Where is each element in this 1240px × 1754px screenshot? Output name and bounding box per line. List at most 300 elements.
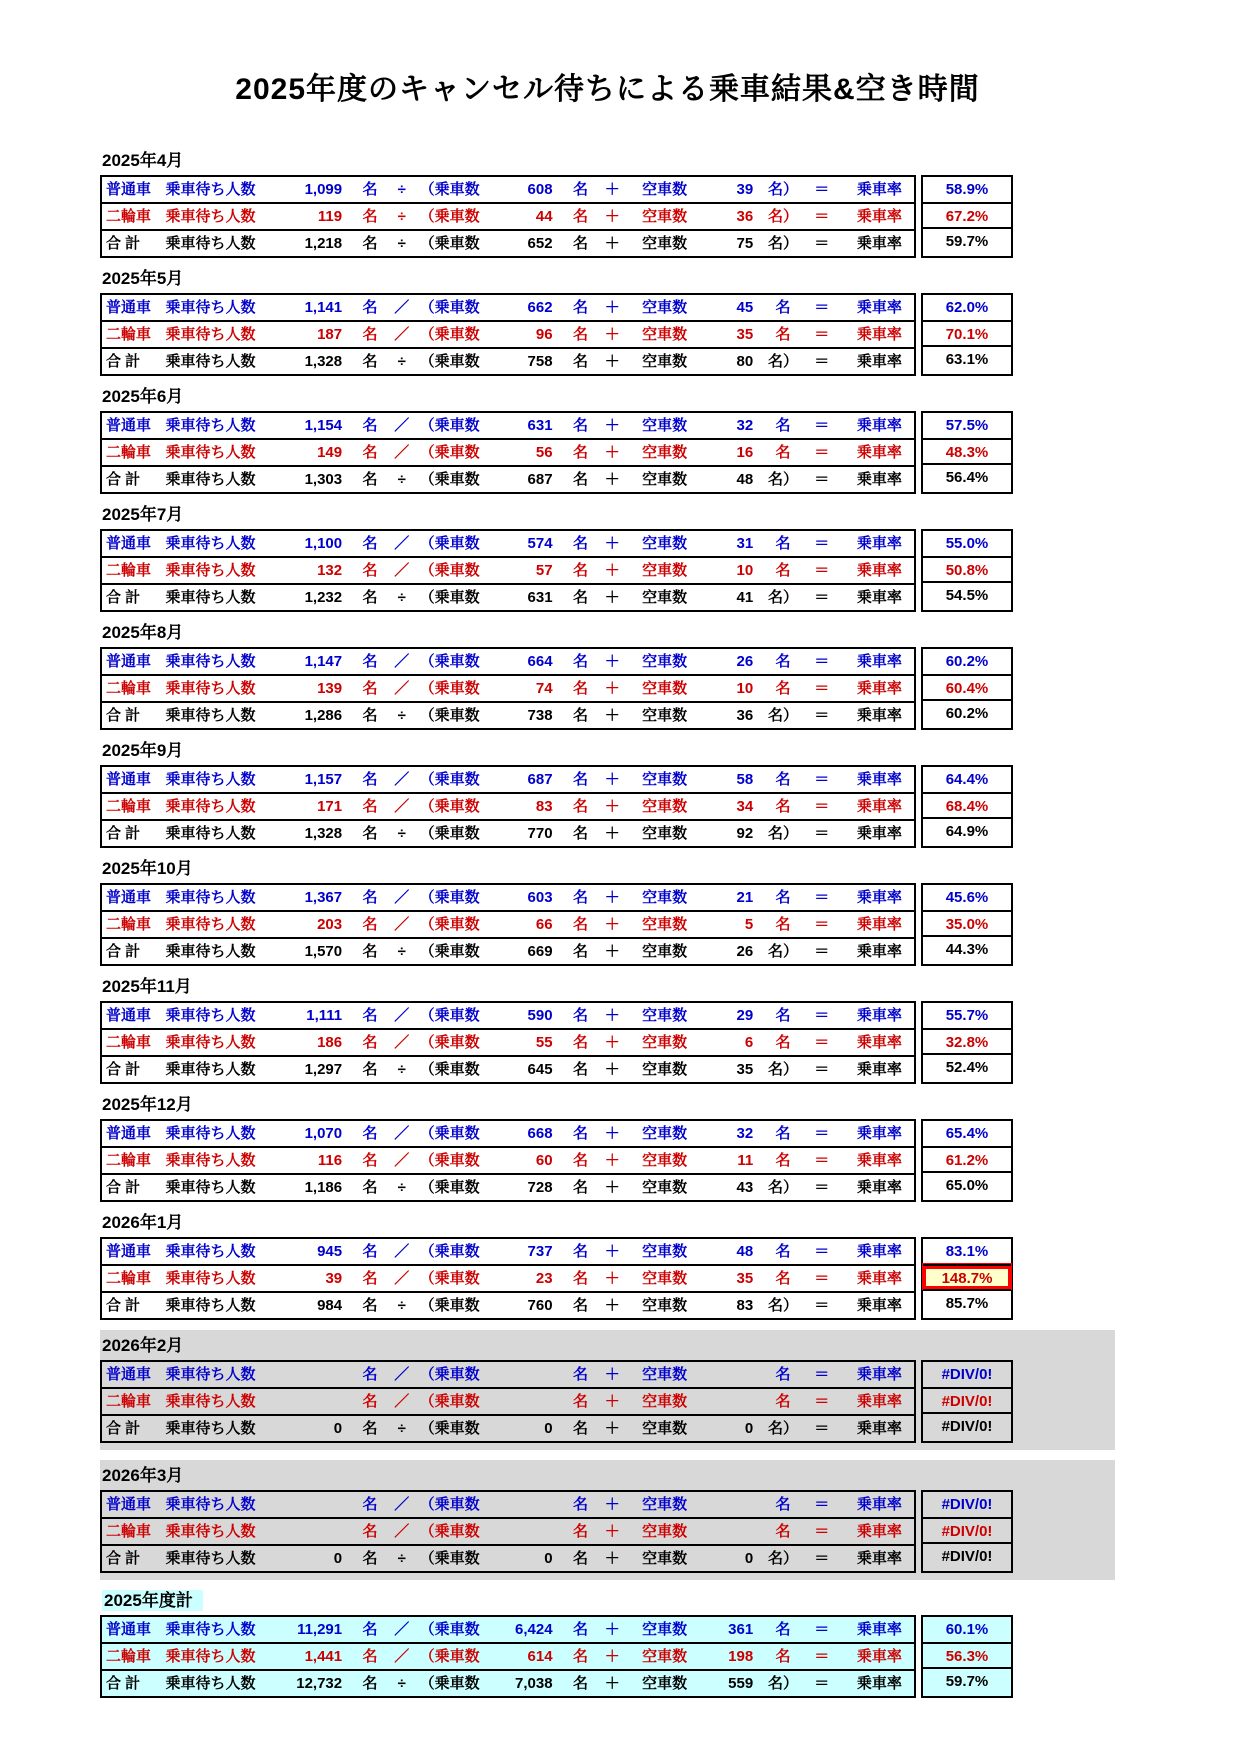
vehicle-type-label: 二輪車 [106, 208, 152, 225]
vacant-count-value: 21 [736, 889, 754, 906]
unit-mei: 名 [362, 1550, 378, 1567]
equals-operator: ＝ [814, 589, 830, 606]
plus-operator: ＋ [604, 798, 620, 815]
equals-operator: ＝ [814, 1297, 830, 1314]
divide-operator: ÷ [397, 1179, 406, 1196]
boarding-count-value: 652 [527, 235, 553, 252]
waiting-count-value: 1,147 [304, 653, 343, 670]
plus-operator: ＋ [604, 326, 620, 343]
vacant-count-label: 空車数 [642, 707, 688, 724]
boarding-rate-label: 乗車率 [856, 589, 902, 606]
vacant-count-value: 92 [736, 825, 754, 842]
boarding-count-value: 631 [527, 589, 553, 606]
boarding-count-value: 760 [527, 1297, 553, 1314]
vehicle-type-label: 合 計 [106, 707, 141, 724]
unit-mei: 名 [362, 1648, 378, 1665]
table-row [102, 1239, 914, 1264]
unit-mei: 名 [362, 589, 378, 606]
equals-operator: ＝ [814, 535, 830, 552]
plus-operator: ＋ [604, 916, 620, 933]
unit-mei: 名 [572, 1297, 588, 1314]
vacant-count-value: 0 [744, 1550, 754, 1567]
table-row [102, 1264, 914, 1291]
waiting-count-label: 乗車待ち人数 [165, 889, 256, 906]
unit-mei-close-paren: 名 [775, 1007, 791, 1024]
vehicle-type-label: 合 計 [106, 471, 141, 488]
table-row [102, 1003, 914, 1028]
boarding-rate-label: 乗車率 [856, 535, 902, 552]
month-section [100, 1460, 1115, 1580]
vacant-count-value: 29 [736, 1007, 754, 1024]
unit-mei: 名 [572, 1621, 588, 1638]
boarding-count-label: （乗車数 [419, 1007, 480, 1024]
unit-mei: 名 [362, 707, 378, 724]
vacant-count-value: 31 [736, 535, 754, 552]
table-row [102, 202, 914, 229]
waiting-count-value: 1,218 [304, 235, 343, 252]
divide-operator: ／ [394, 653, 410, 670]
unit-mei: 名 [572, 916, 588, 933]
unit-mei-close-paren: 名） [768, 1179, 799, 1196]
boarding-rate-value: 62.0% [945, 299, 989, 316]
boarding-count-value: 23 [535, 1270, 553, 1287]
boarding-rate-value: 35.0% [923, 910, 1011, 935]
unit-mei-close-paren: 名 [775, 1125, 791, 1142]
divide-operator: ／ [394, 1125, 410, 1142]
month-table [100, 529, 1115, 612]
vehicle-type-label: 二輪車 [106, 1034, 152, 1051]
boarding-rate-label: 乗車率 [856, 1125, 902, 1142]
table-row [102, 1617, 914, 1642]
table-rate-column [921, 647, 1013, 730]
table-main [100, 411, 916, 494]
boarding-rate-value: 32.8% [923, 1028, 1011, 1053]
vehicle-type-label: 普通車 [106, 535, 152, 552]
unit-mei-close-paren: 名 [775, 1523, 791, 1540]
unit-mei-close-paren: 名） [768, 1675, 799, 1692]
month-section [100, 1094, 1115, 1202]
vacant-count-label: 空車数 [642, 235, 688, 252]
unit-mei: 名 [572, 943, 588, 960]
boarding-rate-label: 乗車率 [856, 471, 902, 488]
vehicle-type-label: 普通車 [106, 1125, 152, 1142]
vacant-count-label: 空車数 [642, 1393, 688, 1410]
waiting-count-value: 1,328 [304, 825, 343, 842]
waiting-count-value: 1,141 [304, 299, 343, 316]
table-rate-column [921, 1615, 1013, 1698]
boarding-count-label: （乗車数 [419, 1297, 480, 1314]
table-rate-column [921, 1360, 1013, 1443]
divide-operator: ／ [394, 1648, 410, 1665]
vacant-count-value: 35 [736, 1061, 754, 1078]
unit-mei-close-paren: 名） [768, 235, 799, 252]
boarding-rate-label: 乗車率 [856, 1523, 902, 1540]
boarding-rate-value: 70.1% [923, 320, 1011, 345]
divide-operator: ÷ [397, 825, 406, 842]
divide-operator: ／ [394, 1034, 410, 1051]
unit-mei: 名 [572, 589, 588, 606]
month-section [100, 504, 1115, 612]
unit-mei: 名 [572, 1523, 588, 1540]
waiting-count-label: 乗車待ち人数 [165, 771, 256, 788]
boarding-rate-label: 乗車率 [856, 1270, 902, 1287]
unit-mei: 名 [572, 771, 588, 788]
unit-mei-close-paren: 名 [775, 1270, 791, 1287]
vehicle-type-label: 合 計 [106, 825, 141, 842]
table-row [102, 413, 914, 438]
vacant-count-label: 空車数 [642, 208, 688, 225]
boarding-count-value: 738 [527, 707, 553, 724]
month-label: 2025年6月 [102, 387, 184, 406]
vacant-count-value: 80 [736, 353, 754, 370]
vehicle-type-label: 合 計 [106, 353, 141, 370]
boarding-rate-label: 乗車率 [856, 943, 902, 960]
table-row [102, 1492, 914, 1517]
plus-operator: ＋ [604, 1366, 620, 1383]
vacant-count-label: 空車数 [642, 471, 688, 488]
divide-operator: ÷ [397, 1675, 406, 1692]
vehicle-type-label: 普通車 [106, 1007, 152, 1024]
unit-mei: 名 [362, 326, 378, 343]
waiting-count-label: 乗車待ち人数 [165, 562, 256, 579]
unit-mei-close-paren: 名 [775, 326, 791, 343]
vehicle-type-label: 二輪車 [106, 1270, 152, 1287]
boarding-count-value: 44 [535, 208, 553, 225]
equals-operator: ＝ [814, 299, 830, 316]
vehicle-type-label: 合 計 [106, 1297, 141, 1314]
waiting-count-value: 171 [317, 798, 343, 815]
vacant-count-label: 空車数 [642, 771, 688, 788]
vacant-count-label: 空車数 [642, 889, 688, 906]
boarding-rate-label: 乗車率 [856, 1297, 902, 1314]
boarding-count-label: （乗車数 [419, 680, 480, 697]
vehicle-type-label: 普通車 [106, 771, 152, 788]
waiting-count-label: 乗車待ち人数 [165, 1152, 256, 1169]
table-row [102, 320, 914, 347]
unit-mei: 名 [362, 1061, 378, 1078]
vacant-count-value: 198 [728, 1648, 754, 1665]
table-row [102, 885, 914, 910]
boarding-rate-value: 63.1% [923, 345, 1011, 370]
boarding-rate-value: 64.9% [923, 817, 1011, 842]
waiting-count-label: 乗車待ち人数 [165, 235, 256, 252]
waiting-count-value: 132 [317, 562, 343, 579]
equals-operator: ＝ [814, 417, 830, 434]
month-label: 2025年11月 [102, 977, 192, 996]
unit-mei-close-paren: 名 [775, 535, 791, 552]
table-row [102, 1173, 914, 1200]
month-section [100, 150, 1115, 258]
waiting-count-label: 乗車待ち人数 [165, 1007, 256, 1024]
plus-operator: ＋ [604, 1297, 620, 1314]
plus-operator: ＋ [604, 535, 620, 552]
vacant-count-value: 361 [728, 1621, 754, 1638]
month-table [100, 647, 1115, 730]
equals-operator: ＝ [814, 1007, 830, 1024]
divide-operator: ÷ [397, 353, 406, 370]
unit-mei: 名 [572, 562, 588, 579]
boarding-count-label: （乗車数 [419, 589, 480, 606]
divide-operator: ／ [394, 444, 410, 461]
waiting-count-value: 149 [317, 444, 343, 461]
divide-operator: ÷ [397, 707, 406, 724]
boarding-rate-label: 乗車率 [856, 353, 902, 370]
boarding-count-value: 590 [527, 1007, 553, 1024]
boarding-count-value: 74 [535, 680, 553, 697]
table-row [102, 1028, 914, 1055]
unit-mei-close-paren: 名） [768, 1061, 799, 1078]
equals-operator: ＝ [814, 1034, 830, 1051]
equals-operator: ＝ [814, 943, 830, 960]
equals-operator: ＝ [814, 707, 830, 724]
equals-operator: ＝ [814, 771, 830, 788]
vacant-count-label: 空車数 [642, 444, 688, 461]
divide-operator: ÷ [397, 589, 406, 606]
table-rate-column [921, 1490, 1013, 1573]
boarding-count-value: 6,424 [515, 1621, 553, 1638]
vehicle-type-label: 普通車 [106, 181, 152, 198]
unit-mei: 名 [572, 326, 588, 343]
boarding-rate-value: 55.0% [945, 535, 989, 552]
plus-operator: ＋ [604, 825, 620, 842]
boarding-count-value: 0 [544, 1420, 553, 1437]
equals-operator: ＝ [814, 181, 830, 198]
waiting-count-label: 乗車待ち人数 [165, 1243, 256, 1260]
vacant-count-value: 41 [736, 589, 754, 606]
unit-mei-close-paren: 名 [775, 1648, 791, 1665]
vehicle-type-label: 普通車 [106, 1366, 152, 1383]
unit-mei: 名 [572, 535, 588, 552]
waiting-count-value: 1,157 [304, 771, 343, 788]
unit-mei-close-paren: 名 [775, 771, 791, 788]
unit-mei-close-paren: 名） [768, 1420, 799, 1437]
divide-operator: ／ [394, 1496, 410, 1513]
unit-mei: 名 [572, 299, 588, 316]
table-row [102, 1669, 914, 1696]
table-row [102, 1642, 914, 1669]
plus-operator: ＋ [604, 1523, 620, 1540]
table-rate-column [921, 411, 1013, 494]
boarding-count-label: （乗車数 [419, 1550, 480, 1567]
plus-operator: ＋ [604, 562, 620, 579]
waiting-count-label: 乗車待ち人数 [165, 1648, 256, 1665]
unit-mei: 名 [362, 208, 378, 225]
unit-mei: 名 [572, 1152, 588, 1169]
unit-mei: 名 [572, 1393, 588, 1410]
unit-mei: 名 [362, 562, 378, 579]
unit-mei: 名 [362, 235, 378, 252]
vacant-count-label: 空車数 [642, 535, 688, 552]
divide-operator: ／ [394, 326, 410, 343]
waiting-count-value: 0 [333, 1420, 343, 1437]
unit-mei: 名 [572, 1125, 588, 1142]
vacant-count-label: 空車数 [642, 680, 688, 697]
plus-operator: ＋ [604, 707, 620, 724]
month-table [100, 293, 1115, 376]
waiting-count-label: 乗車待ち人数 [165, 1675, 256, 1692]
page-title: 2025年度のキャンセル待ちによる乗車結果&空き時間 [235, 73, 980, 106]
vacant-count-label: 空車数 [642, 1007, 688, 1024]
unit-mei: 名 [572, 1007, 588, 1024]
boarding-count-value: 96 [535, 326, 553, 343]
plus-operator: ＋ [604, 1152, 620, 1169]
month-label: 2025年9月 [102, 741, 184, 760]
equals-operator: ＝ [814, 889, 830, 906]
equals-operator: ＝ [814, 444, 830, 461]
unit-mei: 名 [362, 1496, 378, 1513]
vehicle-type-label: 普通車 [106, 417, 152, 434]
waiting-count-value: 1,070 [304, 1125, 343, 1142]
vacant-count-value: 43 [736, 1179, 754, 1196]
boarding-rate-value: 57.5% [945, 417, 989, 434]
boarding-count-value: 687 [527, 771, 553, 788]
unit-mei: 名 [362, 653, 378, 670]
table-row [102, 1121, 914, 1146]
vehicle-type-label: 合 計 [106, 1061, 141, 1078]
boarding-rate-value: 55.7% [945, 1007, 989, 1024]
vacant-count-value: 10 [736, 562, 754, 579]
unit-mei: 名 [362, 535, 378, 552]
vacant-count-label: 空車数 [642, 1152, 688, 1169]
divide-operator: ／ [394, 1621, 410, 1638]
table-row [102, 583, 914, 610]
vacant-count-label: 空車数 [642, 1061, 688, 1078]
vacant-count-label: 空車数 [642, 1297, 688, 1314]
waiting-count-value: 139 [317, 680, 343, 697]
plus-operator: ＋ [604, 208, 620, 225]
unit-mei-close-paren: 名 [775, 1393, 791, 1410]
unit-mei-close-paren: 名 [775, 798, 791, 815]
boarding-count-value: 669 [527, 943, 553, 960]
unit-mei-close-paren: 名 [775, 299, 791, 316]
equals-operator: ＝ [814, 798, 830, 815]
unit-mei: 名 [362, 471, 378, 488]
boarding-count-value: 687 [527, 471, 553, 488]
boarding-rate-label: 乗車率 [856, 680, 902, 697]
unit-mei: 名 [362, 1523, 378, 1540]
table-main [100, 1360, 916, 1443]
unit-mei: 名 [362, 1393, 378, 1410]
unit-mei-close-paren: 名 [775, 1496, 791, 1513]
divide-operator: ／ [394, 916, 410, 933]
waiting-count-label: 乗車待ち人数 [165, 208, 256, 225]
unit-mei: 名 [572, 1675, 588, 1692]
unit-mei: 名 [572, 1420, 588, 1437]
month-label: 2025年8月 [102, 623, 184, 642]
plus-operator: ＋ [604, 299, 620, 316]
boarding-count-label: （乗車数 [419, 1420, 480, 1437]
boarding-rate-label: 乗車率 [856, 1061, 902, 1078]
vacant-count-label: 空車数 [642, 326, 688, 343]
boarding-rate-value: 48.3% [923, 438, 1011, 463]
month-table [100, 1360, 1115, 1443]
vacant-count-label: 空車数 [642, 1366, 688, 1383]
plus-operator: ＋ [604, 353, 620, 370]
boarding-rate-value: 44.3% [923, 935, 1011, 960]
unit-mei: 名 [572, 1034, 588, 1051]
boarding-count-value: 662 [527, 299, 553, 316]
equals-operator: ＝ [814, 1496, 830, 1513]
divide-operator: ÷ [397, 943, 406, 960]
waiting-count-label: 乗車待ち人数 [165, 653, 256, 670]
unit-mei: 名 [362, 825, 378, 842]
waiting-count-label: 乗車待ち人数 [165, 707, 256, 724]
boarding-rate-label: 乗車率 [856, 562, 902, 579]
vacant-count-value: 48 [736, 1243, 754, 1260]
vehicle-type-label: 普通車 [106, 1496, 152, 1513]
waiting-count-label: 乗車待ち人数 [165, 943, 256, 960]
month-section [100, 740, 1115, 848]
waiting-count-label: 乗車待ち人数 [165, 444, 256, 461]
vacant-count-value: 11 [737, 1152, 754, 1169]
boarding-count-label: （乗車数 [419, 417, 480, 434]
table-rate-column [921, 293, 1013, 376]
vacant-count-label: 空車数 [642, 353, 688, 370]
unit-mei: 名 [362, 1243, 378, 1260]
unit-mei: 名 [572, 444, 588, 461]
unit-mei: 名 [362, 771, 378, 788]
plus-operator: ＋ [604, 1061, 620, 1078]
vacant-count-label: 空車数 [642, 1523, 688, 1540]
boarding-count-value: 614 [527, 1648, 553, 1665]
boarding-rate-value: 56.4% [923, 463, 1011, 488]
plus-operator: ＋ [604, 1675, 620, 1692]
table-rate-column [921, 1001, 1013, 1084]
table-rate-column [921, 765, 1013, 848]
divide-operator: ／ [394, 680, 410, 697]
boarding-rate-label: 乗車率 [856, 889, 902, 906]
plus-operator: ＋ [604, 1007, 620, 1024]
table-row [102, 767, 914, 792]
equals-operator: ＝ [814, 1550, 830, 1567]
divide-operator: ／ [394, 1393, 410, 1410]
month-section [100, 386, 1115, 494]
equals-operator: ＝ [814, 1675, 830, 1692]
unit-mei: 名 [572, 1270, 588, 1287]
divide-operator: ÷ [397, 181, 406, 198]
vacant-count-value: 45 [736, 299, 754, 316]
boarding-count-value: 770 [527, 825, 553, 842]
boarding-rate-label: 乗車率 [856, 1152, 902, 1169]
vehicle-type-label: 合 計 [106, 235, 141, 252]
equals-operator: ＝ [814, 1648, 830, 1665]
unit-mei-close-paren: 名） [768, 181, 799, 198]
divide-operator: ÷ [397, 1550, 406, 1567]
vehicle-type-label: 合 計 [106, 1420, 141, 1437]
plus-operator: ＋ [604, 444, 620, 461]
vehicle-type-label: 二輪車 [106, 680, 152, 697]
unit-mei: 名 [362, 181, 378, 198]
waiting-count-value: 1,328 [304, 353, 343, 370]
table-rate-column [921, 529, 1013, 612]
plus-operator: ＋ [604, 889, 620, 906]
divide-operator: ÷ [397, 1297, 406, 1314]
waiting-count-label: 乗車待ち人数 [165, 1420, 256, 1437]
month-table [100, 883, 1115, 966]
unit-mei: 名 [362, 1297, 378, 1314]
waiting-count-label: 乗車待ち人数 [165, 1496, 256, 1513]
vehicle-type-label: 普通車 [106, 1621, 152, 1638]
vacant-count-value: 26 [736, 653, 754, 670]
boarding-rate-label: 乗車率 [856, 1034, 902, 1051]
divide-operator: ／ [394, 1523, 410, 1540]
vehicle-type-label: 二輪車 [106, 1523, 152, 1540]
waiting-count-value: 1,367 [304, 889, 343, 906]
vacant-count-label: 空車数 [642, 1420, 688, 1437]
unit-mei: 名 [572, 353, 588, 370]
vacant-count-value: 559 [728, 1675, 754, 1692]
month-section [100, 1330, 1115, 1450]
